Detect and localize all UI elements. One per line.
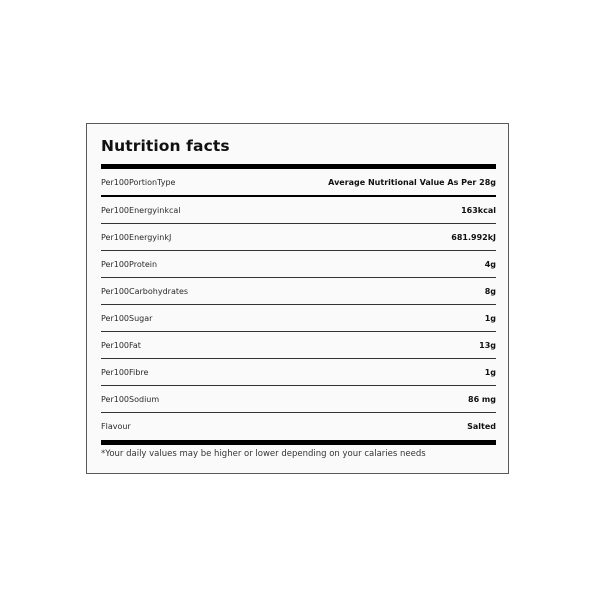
row-label: Flavour bbox=[101, 422, 131, 431]
panel-title: Nutrition facts bbox=[101, 137, 230, 155]
row-value: Salted bbox=[467, 422, 496, 431]
row-value: 681.992kJ bbox=[451, 232, 496, 242]
header-value: Average Nutritional Value As Per 28g bbox=[328, 177, 496, 187]
row-label: Per100Carbohydrates bbox=[101, 286, 189, 296]
row-label: Per100Sodium bbox=[101, 394, 160, 404]
row-value: 1g bbox=[484, 313, 496, 323]
row-value: 1g bbox=[484, 367, 496, 377]
table-row bbox=[101, 359, 496, 386]
table-row bbox=[101, 224, 496, 251]
footnote: *Your daily values may be higher or lower depending on your calaries needs bbox=[101, 449, 426, 459]
row-label: Per100Sugar bbox=[101, 313, 153, 323]
table-row bbox=[101, 278, 496, 305]
table-row bbox=[101, 251, 496, 278]
nutrition-facts-panel bbox=[86, 123, 509, 474]
table-row bbox=[101, 197, 496, 224]
header-label: Per100PortionType bbox=[101, 177, 176, 187]
nutrition-table bbox=[101, 169, 496, 440]
row-value: 8g bbox=[484, 286, 496, 296]
row-label: Per100Protein bbox=[101, 259, 158, 269]
table-row bbox=[101, 386, 496, 413]
row-label: Per100Energyinkcal bbox=[101, 205, 181, 215]
bottom-divider bbox=[101, 440, 496, 445]
row-value: 13g bbox=[479, 340, 496, 350]
row-value: 86 mg bbox=[468, 394, 496, 404]
row-label: Per100EnergyinkJ bbox=[101, 232, 172, 242]
row-value: 163kcal bbox=[461, 205, 496, 215]
table-row bbox=[101, 413, 496, 440]
row-label: Per100Fat bbox=[101, 340, 141, 350]
table-row bbox=[101, 305, 496, 332]
row-value: 4g bbox=[484, 259, 496, 269]
row-label: Per100Fibre bbox=[101, 367, 149, 377]
table-header-row bbox=[101, 169, 496, 197]
table-row bbox=[101, 332, 496, 359]
